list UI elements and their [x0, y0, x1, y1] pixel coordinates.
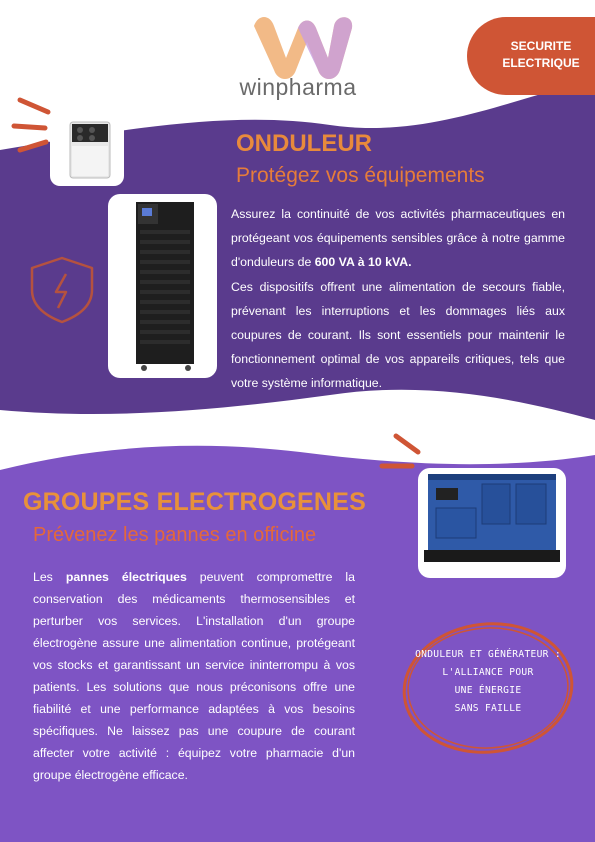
stamp-line-3: UNE ÉNERGIE: [454, 685, 522, 696]
ups-small-photo: [50, 112, 124, 186]
alliance-stamp: [410, 646, 566, 718]
generator-photo: [418, 468, 566, 578]
spark-decoration-top: [14, 100, 48, 150]
brand-name: winpharma: [239, 74, 357, 100]
stamp-line-2: L'ALLIANCE POUR: [442, 667, 534, 678]
onduleur-paragraph-1: Assurez la continuité de vos activités pharmaceutiques en protégeant vos équipements sensibles grâce à notre gamme d'onduleurs de 600 VA à 10 kVA.: [231, 207, 565, 270]
ups-tower-photo: [108, 194, 217, 378]
section-groupes-subtitle: Prévenez les pannes en officine: [33, 524, 317, 546]
section-groupes-text: Les pannes électriques peuvent compromettre la conservation des médicaments thermosensibles et perturber vos services. L'installation d'un groupe électrogène assure une alimentation continue, protégeant vos stocks et garantissant un service ininterrompu à vos patients. Les solutions que nous préconisons offre une fiabilité et une performance adaptées à vos besoins spécifiques. Ne laissez pas une coupure de courant affecter votre activité : équipez votre pharmacie d'un groupe électrogène efficace.: [33, 570, 355, 782]
highlight-pannes: pannes électriques: [65, 570, 187, 584]
section-onduleur-text: [231, 202, 565, 396]
badge-line-1: SECURITE: [510, 39, 572, 53]
section-onduleur-subtitle: Protégez vos équipements: [236, 164, 485, 187]
section-groupes-title: GROUPES ELECTROGENES: [23, 488, 366, 516]
onduleur-paragraph-2: Ces dispositifs offrent une alimentation de secours fiable, prévenant les interruptions et les dommages liés aux coupures de courant. Ils sont essentiels pour maintenir le fonctionnement optimal de vos appareils critiques, tels que votre système informatique.: [231, 279, 565, 391]
section-onduleur-title: ONDULEUR: [236, 130, 372, 157]
power-range: 600 VA à 10 kVA.: [314, 255, 412, 270]
stamp-line-1: ONDULEUR ET GÉNÉRATEUR :: [415, 649, 561, 660]
category-badge: [467, 17, 595, 95]
stamp-line-4: SANS FAILLE: [454, 703, 522, 714]
badge-line-2: ELECTRIQUE: [502, 56, 580, 70]
